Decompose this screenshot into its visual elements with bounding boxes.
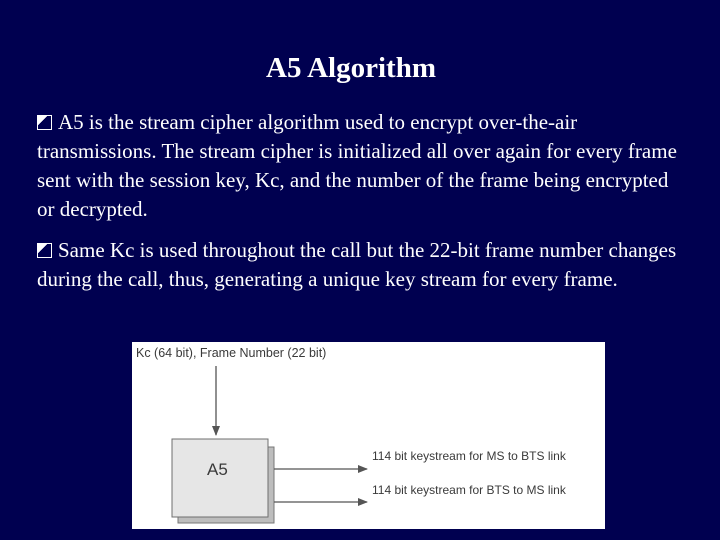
bullet-text: A5 is the stream cipher algorithm used to encrypt over-the-air transmissions. The stream cipher is initialized all over again for every frame sent with the session key, Kc, and the number of the frame being encrypted or decrypted. bbox=[37, 110, 677, 221]
checkbox-bullet-icon bbox=[37, 243, 52, 258]
a5-diagram-svg bbox=[132, 342, 605, 529]
input-label: Kc (64 bit), Frame Number (22 bit) bbox=[136, 346, 327, 360]
bullet-item bbox=[37, 236, 677, 294]
bullet-text: Same Kc is used throughout the call but the 22-bit frame number changes during the call, thus, generating a unique key stream for every frame. bbox=[37, 238, 677, 291]
bullet-list bbox=[37, 108, 677, 306]
a5-diagram bbox=[132, 342, 605, 529]
checkbox-bullet-icon bbox=[37, 115, 52, 130]
output-label-ms-to-bts: 114 bit keystream for MS to BTS link bbox=[372, 449, 566, 463]
a5-block-label: A5 bbox=[207, 460, 228, 479]
output-label-bts-to-ms: 114 bit keystream for BTS to MS link bbox=[372, 483, 566, 497]
bullet-item bbox=[37, 108, 677, 224]
slide-title: A5 Algorithm bbox=[266, 52, 436, 84]
